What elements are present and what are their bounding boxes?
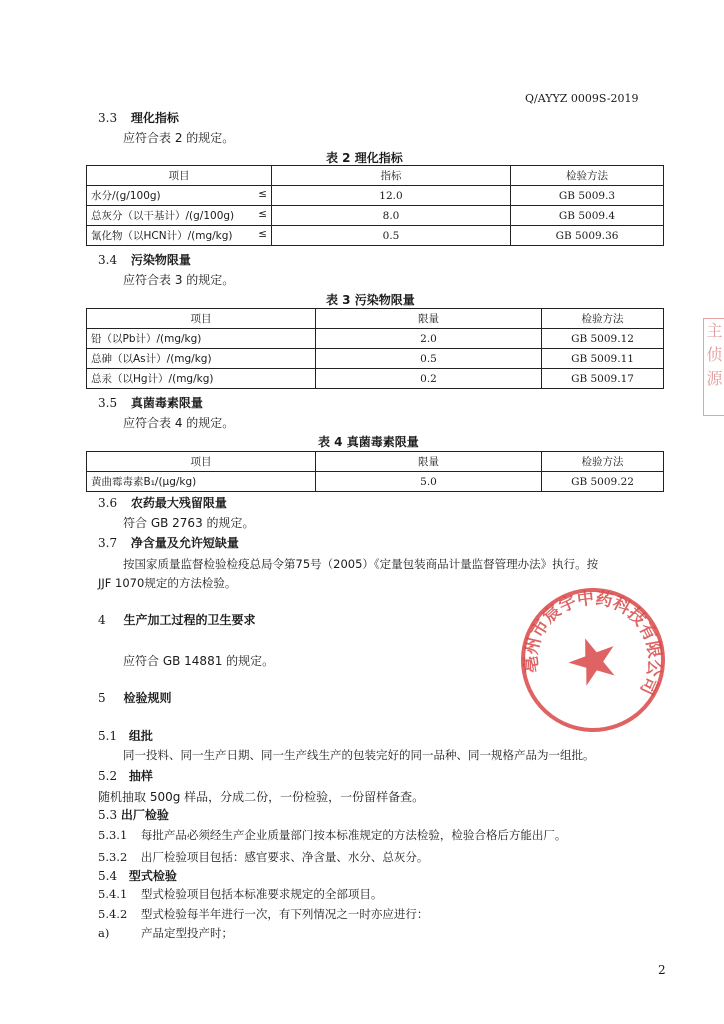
value-cell: 8.0 <box>272 206 511 226</box>
section-body: 每批产品必须经生产企业质量部门按本标准规定的方法检验，检验合格后方能出厂。 <box>140 828 567 842</box>
method-cell: GB 5009.17 <box>542 369 664 389</box>
header-cell: 项目 <box>87 166 272 186</box>
table-row <box>87 226 664 246</box>
item-cell <box>87 206 272 226</box>
section-5-3-heading <box>98 806 169 823</box>
section-3-6-body: 符合 GB 2763 的规定。 <box>123 516 255 530</box>
table-2 <box>86 165 664 246</box>
table-row <box>87 349 664 369</box>
section-3-5-body: 应符合表 4 的规定。 <box>123 416 235 430</box>
section-3-7-body-line-1: 按国家质量监督检验检疫总局令第75号（2005）《定量包装商品计量监督管理办法》执行。按 <box>123 557 599 571</box>
edge-stamp-fragment: 主 侦 源 <box>703 318 724 416</box>
section-title: 理化指标 <box>130 111 179 125</box>
section-number: 3.4 <box>98 253 118 267</box>
section-title: 抽样 <box>128 769 153 783</box>
seal-star-icon <box>563 630 623 689</box>
header-cell: 项目 <box>87 309 316 329</box>
section-3-4-body: 应符合表 3 的规定。 <box>123 273 235 287</box>
table-header-row <box>87 452 664 472</box>
method-cell: GB 5009.11 <box>542 349 664 369</box>
operator: ≤ <box>258 228 267 240</box>
list-marker: a) <box>98 926 110 940</box>
method-cell: GB 5009.3 <box>511 186 664 206</box>
item-cell: 总汞（以Hg计）/(mg/kg) <box>87 369 316 389</box>
value-cell: 2.0 <box>316 329 542 349</box>
item-label: 水分/(g/100g) <box>91 190 161 202</box>
item-label: 氰化物（以HCN计）/(mg/kg) <box>91 230 233 242</box>
section-number: 5.4.2 <box>98 907 128 921</box>
item-cell <box>87 226 272 246</box>
section-title: 生产加工过程的卫生要求 <box>123 613 256 627</box>
value-cell: 5.0 <box>316 472 542 492</box>
section-5-4-1 <box>98 886 382 902</box>
section-3-5-heading <box>98 394 203 411</box>
value-cell: 0.5 <box>272 226 511 246</box>
section-body: 型式检验项目包括本标准要求规定的全部项目。 <box>140 887 383 901</box>
table-row <box>87 206 664 226</box>
table-header-row <box>87 309 664 329</box>
section-5-2-body: 随机抽取 500g 样品，分成二份，一份检验，一份留样备查。 <box>98 790 425 804</box>
section-4-heading <box>98 611 255 628</box>
section-title: 真菌毒素限量 <box>130 396 203 410</box>
value-cell: 0.5 <box>316 349 542 369</box>
header-cell: 限量 <box>316 309 542 329</box>
section-number: 5.1 <box>98 729 118 743</box>
section-title: 型式检验 <box>128 869 177 883</box>
table-2-caption: 表 2 理化指标 <box>326 151 403 165</box>
table-row <box>87 369 664 389</box>
header-cell: 限量 <box>316 452 542 472</box>
section-number: 5.3 <box>98 808 118 822</box>
method-cell: GB 5009.22 <box>542 472 664 492</box>
table-row <box>87 329 664 349</box>
table-3-caption: 表 3 污染物限量 <box>326 293 415 307</box>
header-cell: 检验方法 <box>511 166 664 186</box>
section-title: 农药最大残留限量 <box>130 496 227 510</box>
list-item-a <box>98 925 233 941</box>
section-body: 出厂检验项目包括：感官要求、净含量、水分、总灰分。 <box>140 850 429 864</box>
section-5-4-heading <box>98 867 177 884</box>
item-cell: 黄曲霉毒素B₁/(μg/kg) <box>87 472 316 492</box>
section-4-body: 应符合 GB 14881 的规定。 <box>123 654 275 668</box>
section-5-4-2 <box>98 906 428 922</box>
header-cell: 检验方法 <box>542 309 664 329</box>
item-cell: 总砷（以As计）/(mg/kg) <box>87 349 316 369</box>
section-3-7-heading <box>98 534 239 551</box>
section-title: 组批 <box>128 729 153 743</box>
method-cell: GB 5009.36 <box>511 226 664 246</box>
section-number: 5.3.2 <box>98 850 128 864</box>
operator: ≤ <box>258 188 267 200</box>
section-number: 5.4.1 <box>98 887 128 901</box>
section-body: 型式检验每半年进行一次，有下列情况之一时亦应进行： <box>140 907 429 921</box>
section-5-1-heading <box>98 727 153 744</box>
list-body: 产品定型投产时； <box>141 926 233 940</box>
table-4-caption: 表 4 真菌毒素限量 <box>318 435 419 449</box>
item-label: 总灰分（以干基计）/(g/100g) <box>91 210 235 222</box>
section-5-1-body: 同一投料、同一生产日期、同一生产线生产的包装完好的同一品种、同一规格产品为一组批。 <box>123 748 595 762</box>
section-3-3-body: 应符合表 2 的规定。 <box>123 131 235 145</box>
page-number: 2 <box>658 963 666 977</box>
item-cell: 铅（以Pb计）/(mg/kg) <box>87 329 316 349</box>
section-title: 出厂检验 <box>120 808 169 822</box>
section-3-4-heading <box>98 251 191 268</box>
header-cell: 检验方法 <box>542 452 664 472</box>
table-row <box>87 186 664 206</box>
section-number: 3.6 <box>98 496 118 510</box>
method-cell: GB 5009.12 <box>542 329 664 349</box>
section-number: 3.7 <box>98 536 118 550</box>
item-cell <box>87 186 272 206</box>
section-number: 5.3.1 <box>98 828 128 842</box>
table-header-row <box>87 166 664 186</box>
section-number: 5.4 <box>98 869 118 883</box>
table-3 <box>86 308 664 389</box>
method-cell: GB 5009.4 <box>511 206 664 226</box>
company-seal <box>518 585 668 735</box>
section-number: 5.2 <box>98 769 118 783</box>
section-number: 4 <box>98 613 106 627</box>
section-3-7-body-line-2: JJF 1070规定的方法检验。 <box>98 576 237 590</box>
table-4 <box>86 451 664 492</box>
value-cell: 12.0 <box>272 186 511 206</box>
section-5-3-2 <box>98 849 428 865</box>
section-3-3-heading <box>98 109 179 126</box>
section-number: 3.5 <box>98 396 118 410</box>
section-5-3-1 <box>98 827 566 843</box>
header-cell: 项目 <box>87 452 316 472</box>
section-title: 污染物限量 <box>130 253 191 267</box>
section-5-2-heading <box>98 767 153 784</box>
section-5-heading <box>98 689 171 706</box>
seal-text: 亳州市宸宇中药科技有限公司 <box>521 588 665 698</box>
section-title: 净含量及允许短缺量 <box>130 536 239 550</box>
document-code: Q/AYYZ 0009S-2019 <box>525 92 639 105</box>
table-row <box>87 472 664 492</box>
header-cell: 指标 <box>272 166 511 186</box>
section-number: 3.3 <box>98 111 118 125</box>
section-3-6-heading <box>98 494 227 511</box>
value-cell: 0.2 <box>316 369 542 389</box>
operator: ≤ <box>258 208 267 220</box>
section-number: 5 <box>98 691 106 705</box>
section-title: 检验规则 <box>123 691 172 705</box>
